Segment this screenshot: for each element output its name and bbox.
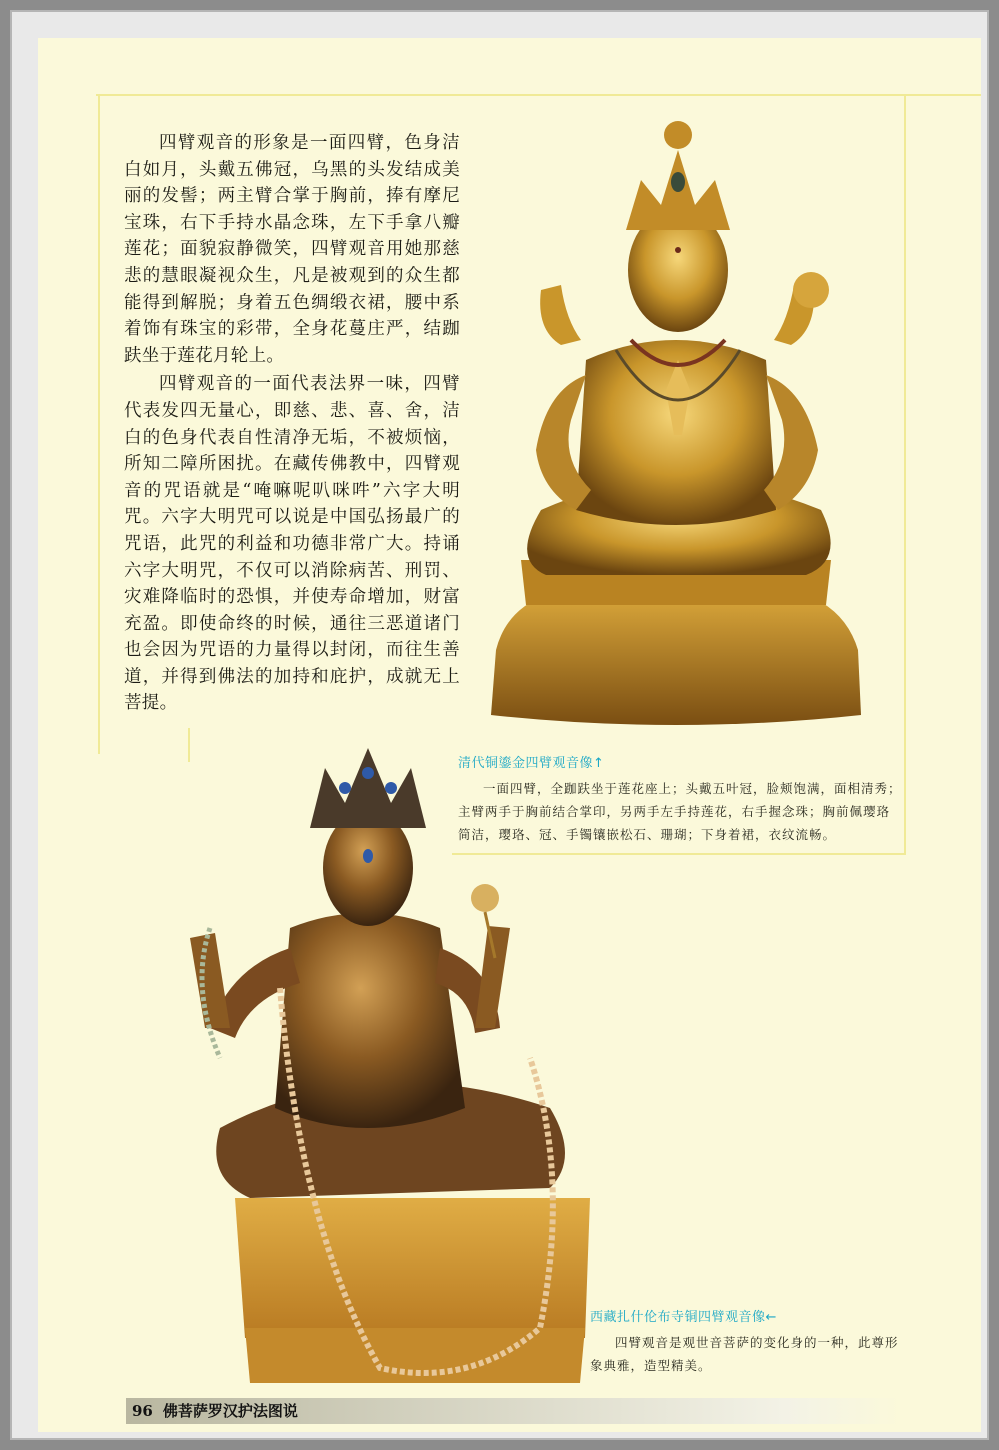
right-rule [904,94,906,854]
book-title: 佛菩萨罗汉护法图说 [162,1402,298,1420]
top-caption-title-text: 清代铜鎏金四臂观音像 [458,756,594,771]
qing-four-armed-avalokiteshvara-photo [466,90,886,740]
page-footer [126,1398,901,1424]
page-frame [10,10,989,1440]
tashilhunpo-four-armed-avalokiteshvara-photo [150,728,620,1388]
up-arrow-icon: ↑ [593,756,605,771]
left-arrow-icon: ← [765,1310,777,1325]
left-rule [98,94,100,754]
page-number: 96 [132,1402,153,1420]
paragraph-1: 四臂观音的形象是一面四臂，色身洁白如月，头戴五佛冠，乌黑的头发结成美丽的发髻；两主臂合掌于胸前，捧有摩尼宝珠，右下手持水晶念珠，左下手拿八瓣莲花；面貌寂静微笑，四臂观音用她那慈悲的慧眼凝视众生，凡是被观到的众生都能得到解脱；身着五色绸缎衣裙，腰中系着饰有珠宝的彩带，全身花蔓庄严，结跏趺坐于莲花月轮上。 [124,133,460,366]
book-page [38,38,981,1432]
bottom-caption-text: 四臂观音是观世音菩萨的变化身的一种，此尊形象典雅，造型精美。 [590,1335,899,1373]
paragraph-2: 四臂观音的一面代表法界一味，四臂代表发四无量心，即慈、悲、喜、舍，洁白的色身代表自性清净无垢，不被烦恼，所知二障所困扰。在藏传佛教中，四臂观音的咒语就是“唵嘛呢叭咪吽”六字大明咒。六字大明咒可以说是中国弘扬最广的咒语，此咒的利益和功德非常广大。持诵六字大明咒，不仅可以消除病苦、刑罚、灾难降临时的恐惧，并使寿命增加，财富充盈。即使命终的时候，通往三恶道诸门也会因为咒语的力量得以封闭，而往生善道，并得到佛法的加持和庇护，成就无上菩提。 [124,374,460,714]
bottom-caption [590,1306,910,1377]
top-caption-text: 一面四臂，全跏趺坐于莲花座上；头戴五叶冠，脸颊饱满，面相清秀；主臂两手于胸前结合掌印，另两手左手持莲花，右手握念珠；胸前佩璎珞简洁，璎珞、冠、手镯镶嵌松石、珊瑚；下身着裙，衣纹流畅。 [458,781,902,842]
article-body [124,130,460,719]
bottom-caption-title [590,1306,910,1325]
bottom-caption-title-text: 西藏扎什伦布寺铜四臂观音像 [590,1310,766,1325]
